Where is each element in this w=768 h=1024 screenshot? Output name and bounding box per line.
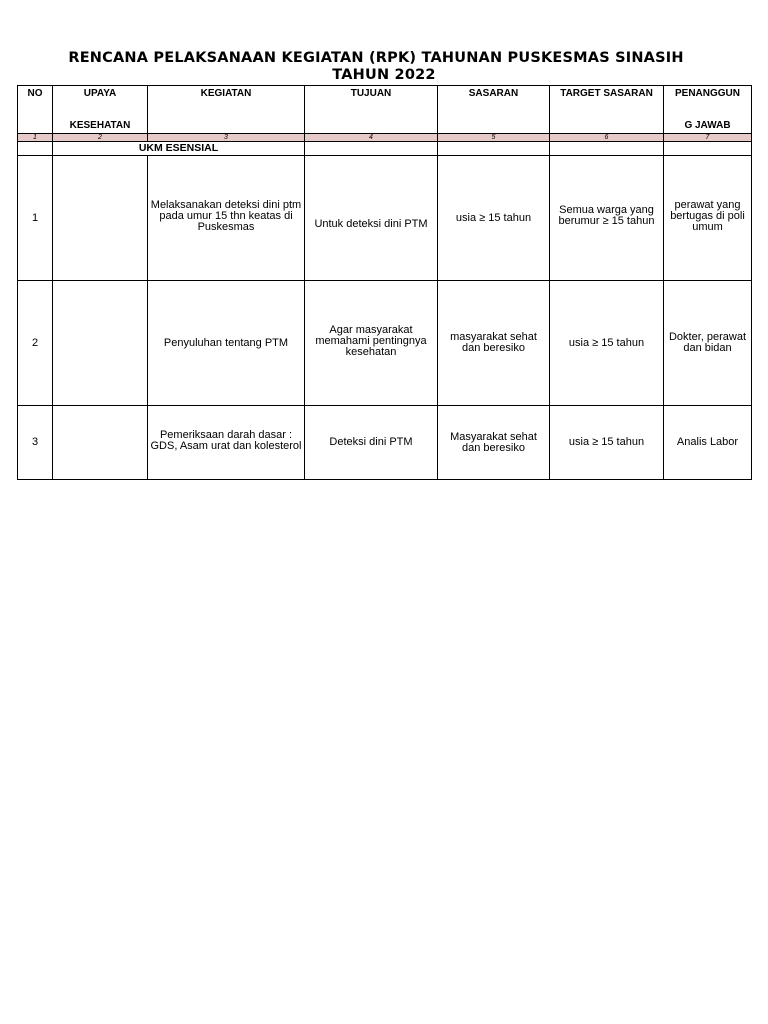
column-number: 2 [53,134,148,142]
cell-kegiatan: Penyuluhan tentang PTM [148,281,305,406]
table-row [18,156,752,281]
header-kegiatan: KEGIATAN [148,86,305,134]
section-empty-cell [438,142,550,156]
cell-upaya [53,406,148,480]
cell-sasaran: usia ≥ 15 tahun [438,156,550,281]
header-pj-line2: G JAWAB [684,120,731,131]
cell-kegiatan-text: Melaksanakan deteksi dini ptm pada umur 15 thn keatas di Puskesmas [150,198,302,233]
cell-no: 1 [18,156,53,281]
document-title: RENCANA PELAKSANAAN KEGIATAN (RPK) TAHUNAN PUSKESMAS SINASIH [68,50,684,66]
cell-tujuan: Deteksi dini PTM [305,406,438,480]
cell-sasaran: masyarakat sehat dan beresiko [438,281,550,406]
header-tujuan: TUJUAN [305,86,438,134]
header-row [18,86,752,134]
cell-target [550,156,664,281]
section-empty-cell [305,142,438,156]
cell-penanggung-jawab [664,156,752,281]
cell-tujuan [305,281,438,406]
cell-pj-text: perawat yang bertugas di poli umum [670,198,745,233]
cell-tujuan [305,156,438,281]
section-empty-cell [664,142,752,156]
section-label-ukm-esensial: UKM ESENSIAL [53,142,305,156]
cell-penanggung-jawab: Analis Labor [664,406,752,480]
cell-kegiatan [148,406,305,480]
cell-penanggung-jawab: Dokter, perawat dan bidan [664,281,752,406]
document-year: TAHUN 2022 [332,67,436,83]
header-penanggung-jawab [664,86,752,134]
header-pj-line1: PENANGGUN [674,88,740,99]
table-row [18,281,752,406]
column-number: 3 [148,134,305,142]
cell-sasaran: Masyarakat sehat dan beresiko [438,406,550,480]
cell-upaya [53,281,148,406]
cell-tujuan-text: Untuk deteksi dini PTM [314,218,428,230]
header-sasaran: SASARAN [438,86,550,134]
column-number: 1 [18,134,53,142]
cell-target-text: Semua warga yang berumur ≥ 15 tahun [558,204,655,227]
header-upaya-line2: KESEHATAN [69,120,131,131]
header-no: NO [18,86,53,134]
column-number: 7 [664,134,752,142]
section-empty-cell [550,142,664,156]
cell-kegiatan-text: Pemeriksaan darah dasar : GDS, Asam urat dan kolesterol [150,428,302,452]
column-number: 4 [305,134,438,142]
cell-kegiatan [148,156,305,281]
header-upaya-kesehatan [53,86,148,134]
column-number: 6 [550,134,664,142]
column-number-row [18,134,752,142]
cell-upaya [53,156,148,281]
cell-no: 2 [18,281,53,406]
section-empty-cell [18,142,53,156]
cell-target: usia ≥ 15 tahun [550,406,664,480]
header-target-sasaran: TARGET SASARAN [550,86,664,134]
table-row [18,406,752,480]
column-number: 5 [438,134,550,142]
cell-tujuan-text: Agar masyarakat memahami pentingnya kesehatan [315,323,427,358]
section-row [18,142,752,156]
header-upaya-line1: UPAYA [83,88,117,99]
cell-target: usia ≥ 15 tahun [550,281,664,406]
rpk-table [17,85,752,480]
cell-no: 3 [18,406,53,480]
